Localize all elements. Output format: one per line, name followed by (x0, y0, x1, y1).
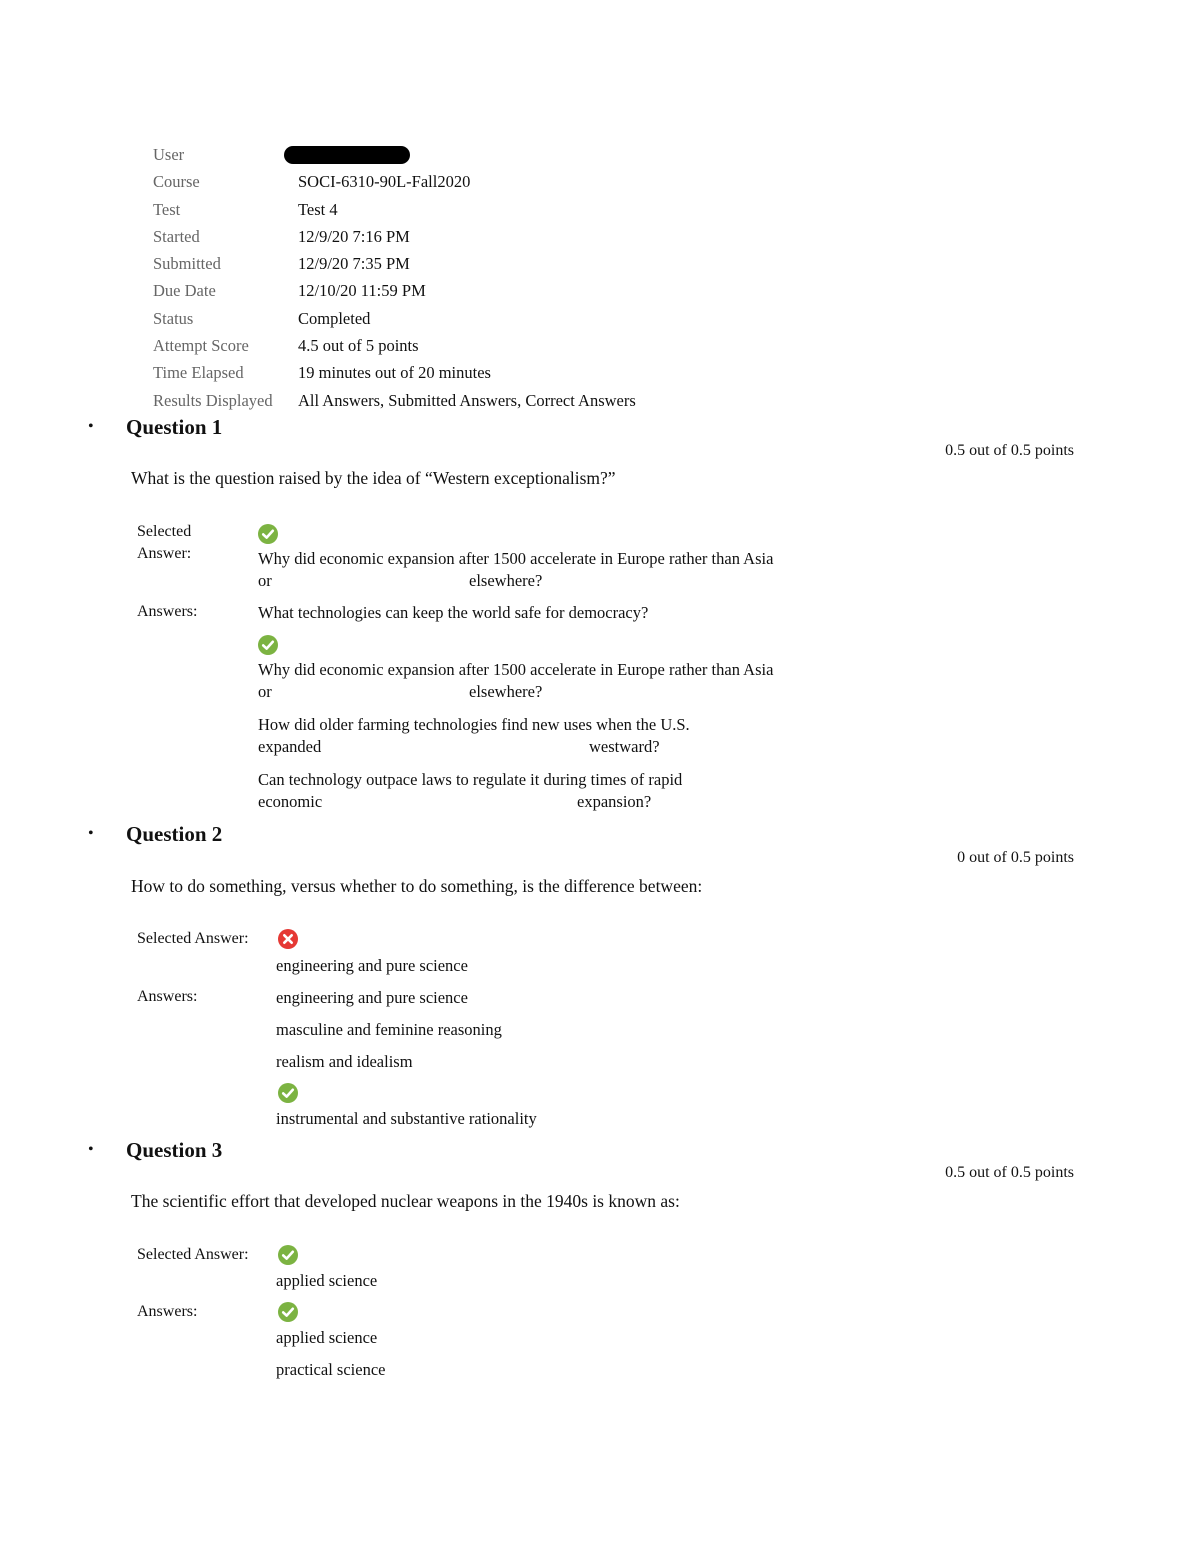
due-date-label: Due Date (153, 281, 216, 301)
question-2-title: Question 2 (126, 822, 223, 846)
bullet-marker: • (88, 1141, 94, 1158)
submitted-label: Submitted (153, 254, 221, 274)
submitted-value: 12/9/20 7:35 PM (298, 254, 410, 274)
answer-option: practical science (276, 1360, 386, 1379)
answer-line-1: How did older farming technologies find new uses when the U.S. (258, 715, 690, 734)
check-icon (258, 524, 278, 544)
started-value: 12/9/20 7:16 PM (298, 226, 410, 246)
answer-line-2 (258, 681, 773, 703)
question-3-points: 0.5 out of 0.5 points (945, 1164, 1074, 1181)
attempt-score-label: Attempt Score (153, 336, 249, 356)
question-2-selected-answer: engineering and pure science (276, 956, 468, 975)
selected-label-line-1: Selected (137, 523, 192, 540)
course-value: SOCI-6310-90L-Fall2020 (298, 172, 471, 192)
time-elapsed-value: 19 minutes out of 20 minutes (298, 363, 491, 383)
answer-option: realism and idealism (276, 1052, 413, 1071)
answers-label: Answers: (137, 1303, 198, 1320)
question-1-title: Question 1 (126, 415, 223, 439)
answer-word-westward: westward? (589, 737, 660, 756)
time-elapsed-label: Time Elapsed (153, 363, 244, 383)
user-label: User (153, 145, 185, 164)
status-label: Status (153, 308, 194, 328)
cross-icon (278, 929, 298, 949)
selected-answer-label: Selected Answer: (137, 1246, 249, 1263)
answers-label: Answers: (137, 988, 198, 1005)
answer-word-economic: economic (258, 792, 323, 811)
test-value: Test 4 (298, 199, 338, 219)
course-label: Course (153, 172, 200, 192)
selected-label-line-2: Answer: (137, 545, 192, 562)
check-icon (278, 1083, 298, 1103)
selected-answer-line-1: Why did economic expansion after 1500 accelerate in Europe rather than Asia (258, 549, 774, 568)
selected-answer-label: Selected Answer: (137, 930, 249, 947)
answer-line-2 (258, 736, 690, 758)
answer-line-2 (258, 791, 682, 813)
question-1-selected-answer (258, 548, 773, 592)
check-icon (258, 635, 278, 655)
attempt-score-value: 4.5 out of 5 points (298, 336, 419, 356)
answer-option-correct: applied science (276, 1328, 378, 1347)
answer-option (258, 769, 682, 813)
redaction-mark (284, 146, 410, 164)
results-displayed-label: Results Displayed (153, 390, 273, 410)
results-displayed-value: All Answers, Submitted Answers, Correct Answers (298, 390, 636, 410)
test-label: Test (153, 199, 181, 219)
due-date-value: 12/10/20 11:59 PM (298, 281, 426, 301)
answer-line-1: Can technology outpace laws to regulate it during times of rapid (258, 770, 683, 789)
bullet-marker: • (88, 825, 94, 842)
answer-word-elsewhere: elsewhere? (469, 682, 543, 701)
question-3-selected-answer: applied science (276, 1271, 378, 1290)
question-2-points: 0 out of 0.5 points (957, 849, 1074, 866)
answer-option: What technologies can keep the world safe for democracy? (258, 603, 649, 622)
answer-word-expansion: expansion? (577, 792, 652, 811)
status-value: Completed (298, 308, 371, 328)
selected-answer-line-2 (258, 570, 773, 592)
user-value-redacted (284, 141, 410, 168)
answer-option (258, 714, 690, 758)
answer-option: engineering and pure science (276, 988, 468, 1007)
bullet-marker: • (88, 418, 94, 435)
check-icon (278, 1302, 298, 1322)
answer-option-correct (258, 659, 773, 703)
answer-word-expanded: expanded (258, 737, 322, 756)
question-2-text: How to do something, versus whether to do something, is the difference between: (131, 876, 703, 896)
started-label: Started (153, 226, 200, 246)
selected-answer-word-elsewhere: elsewhere? (469, 571, 543, 590)
answer-line-1: Why did economic expansion after 1500 accelerate in Europe rather than Asia (258, 660, 774, 679)
question-3-text: The scientific effort that developed nuclear weapons in the 1940s is known as: (131, 1191, 680, 1211)
question-3-title: Question 3 (126, 1138, 223, 1162)
question-1-text: What is the question raised by the idea of “Western exceptionalism?” (131, 468, 616, 488)
check-icon (278, 1245, 298, 1265)
answer-option: masculine and feminine reasoning (276, 1020, 502, 1039)
answer-option-correct: instrumental and substantive rationality (276, 1109, 537, 1128)
selected-answer-word-or: or (258, 571, 272, 590)
question-1-points: 0.5 out of 0.5 points (945, 442, 1074, 459)
answers-label: Answers: (137, 603, 198, 620)
answer-word-or: or (258, 682, 272, 701)
